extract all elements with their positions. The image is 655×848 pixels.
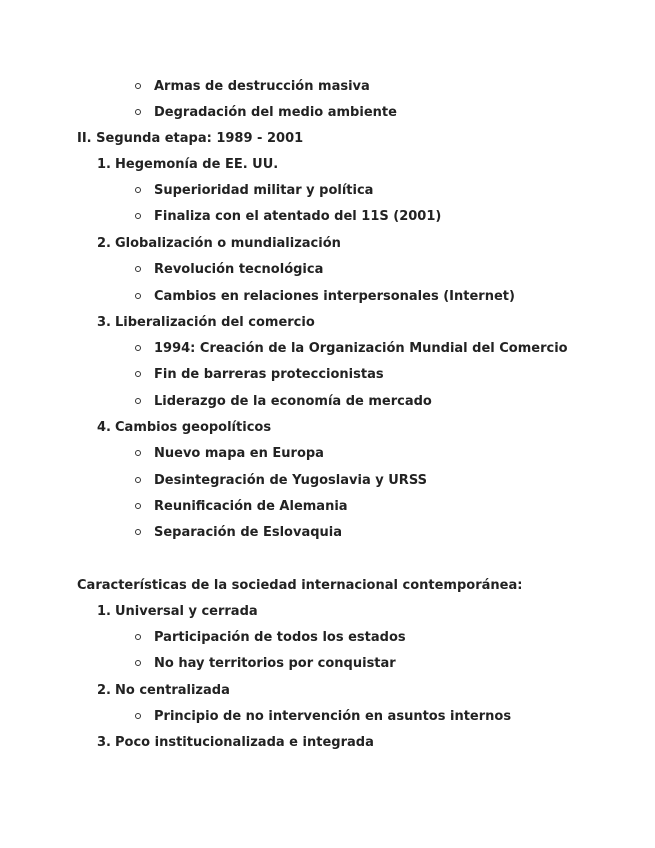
list-item: Reunificación de Alemania [154, 499, 348, 515]
list-item: Principio de no intervención en asuntos internos [154, 709, 511, 725]
numbered-item: 1. Universal y cerrada [97, 604, 258, 619]
circle-bullet-icon [135, 293, 141, 299]
numbered-item: 2. Globalización o mundialización [97, 236, 341, 251]
circle-bullet-icon [135, 477, 141, 483]
numbered-item: 3. Liberalización del comercio [97, 315, 315, 330]
circle-bullet-icon [135, 345, 141, 351]
circle-bullet-icon [135, 529, 141, 535]
circle-bullet-icon [135, 266, 141, 272]
list-item: Finaliza con el atentado del 11S (2001) [154, 209, 441, 225]
list-item: Fin de barreras proteccionistas [154, 367, 384, 383]
list-item: 1994: Creación de la Organización Mundial del Comercio [154, 341, 568, 357]
list-item: Liderazgo de la economía de mercado [154, 394, 432, 410]
numbered-item: 3. Poco institucionalizada e integrada [97, 735, 374, 750]
list-item: Armas de destrucción masiva [154, 79, 370, 95]
circle-bullet-icon [135, 660, 141, 666]
list-item: Superioridad militar y política [154, 183, 373, 199]
circle-bullet-icon [135, 371, 141, 377]
numbered-item: 2. No centralizada [97, 683, 230, 698]
circle-bullet-icon [135, 187, 141, 193]
circle-bullet-icon [135, 634, 141, 640]
circle-bullet-icon [135, 450, 141, 456]
circle-bullet-icon [135, 503, 141, 509]
list-item: Separación de Eslovaquia [154, 525, 342, 541]
circle-bullet-icon [135, 398, 141, 404]
list-item: Participación de todos los estados [154, 630, 406, 646]
circle-bullet-icon [135, 109, 141, 115]
list-item: Degradación del medio ambiente [154, 105, 397, 121]
list-item: Revolución tecnológica [154, 262, 323, 278]
numbered-item: 1. Hegemonía de EE. UU. [97, 157, 279, 172]
circle-bullet-icon [135, 83, 141, 89]
section-heading: Características de la sociedad internacional contemporánea: [77, 578, 523, 593]
list-item: Desintegración de Yugoslavia y URSS [154, 473, 427, 489]
list-item: Nuevo mapa en Europa [154, 446, 324, 462]
circle-bullet-icon [135, 713, 141, 719]
list-item: Cambios en relaciones interpersonales (Internet) [154, 289, 515, 305]
list-item: No hay territorios por conquistar [154, 656, 396, 672]
section-heading: II. Segunda etapa: 1989 - 2001 [77, 131, 304, 146]
numbered-item: 4. Cambios geopolíticos [97, 420, 272, 435]
circle-bullet-icon [135, 213, 141, 219]
